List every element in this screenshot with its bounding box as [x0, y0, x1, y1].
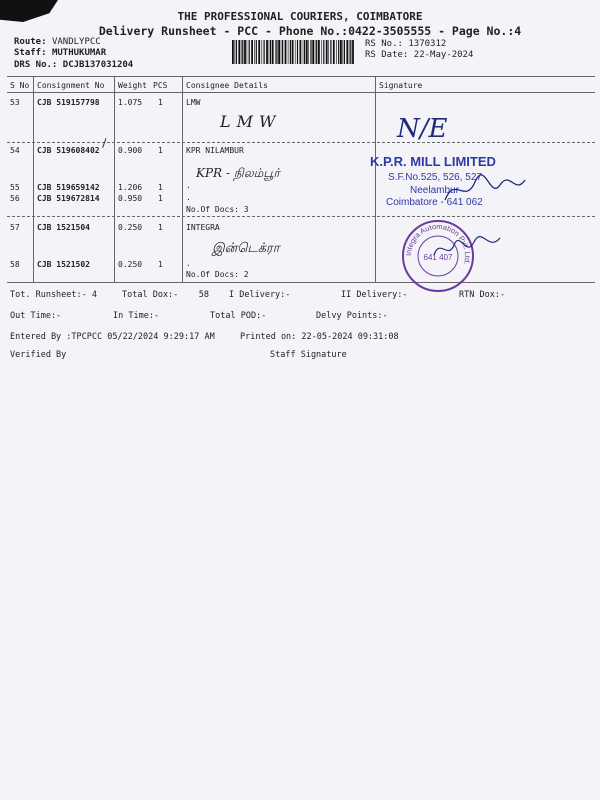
- staff-line: Staff: MUTHUKUMAR: [14, 48, 107, 58]
- total-dox: Total Dox:- 58: [122, 290, 210, 300]
- barcode-bar: [238, 40, 240, 64]
- row-consignment: CJB 1521502: [37, 260, 90, 269]
- row-weight: 1.075: [118, 98, 143, 107]
- barcode-bar: [275, 40, 276, 64]
- row-pcs: 1: [158, 260, 163, 269]
- printed-on: Printed on: 22-05-2024 09:31:08: [240, 332, 399, 342]
- docs-count: No.Of Docs: 3: [186, 205, 249, 214]
- barcode-bar: [251, 40, 253, 64]
- barcode-bar: [310, 40, 311, 64]
- barcode-bar: [254, 40, 255, 64]
- barcode-bar: [330, 40, 331, 64]
- barcode-bar: [316, 40, 317, 64]
- barcode-bar: [247, 40, 248, 64]
- row-consignment: CJB 519157798: [37, 98, 100, 107]
- in-time: In Time:-: [113, 311, 160, 321]
- col-header-weight: Weight: [118, 81, 147, 90]
- col-header-sno: S No: [10, 81, 30, 90]
- barcode-bar: [242, 40, 243, 64]
- barcode-bar: [308, 40, 309, 64]
- col-header-pcs: PCS: [153, 81, 168, 90]
- barcode-bar: [281, 40, 282, 64]
- table-bottom-rule: [7, 282, 595, 283]
- barcode-bar: [270, 40, 271, 64]
- barcode-bar: [338, 40, 339, 64]
- barcode-bar: [262, 40, 263, 64]
- barcode-bar: [303, 40, 304, 64]
- barcode-bar: [346, 40, 348, 64]
- row-sno: 56: [10, 194, 20, 203]
- runsheet-subtitle: Delivery Runsheet - PCC - Phone No.:0422-3505555 - Page No.:4: [98, 24, 522, 38]
- rtn-dox: RTN Dox:-: [459, 290, 506, 300]
- kpr-stamp-line: K.P.R. MILL LIMITED: [370, 154, 496, 169]
- row-consignee: KPR NILAMBUR: [186, 146, 244, 155]
- barcode-bar: [290, 40, 291, 64]
- col-header-signature: Signature: [379, 81, 423, 90]
- barcode-bar: [336, 40, 337, 64]
- barcode-bar: [266, 40, 268, 64]
- barcode-bar: [285, 40, 287, 64]
- barcode-bar: [326, 40, 328, 64]
- docs-count: No.Of Docs: 2: [186, 270, 249, 279]
- handwritten-lmw: LMW: [220, 112, 282, 131]
- barcode-bar: [272, 40, 274, 64]
- row-consignment: CJB 1521504: [37, 223, 90, 232]
- row-pcs: 1: [158, 98, 163, 107]
- barcode-bar: [264, 40, 265, 64]
- barcode-bar: [349, 40, 350, 64]
- barcode-bar: [288, 40, 289, 64]
- total-pod: Total POD:-: [210, 311, 267, 321]
- kpr-stamp-line: Coimbatore - 641 062: [386, 197, 483, 208]
- handwritten-ne-signature: N/E: [397, 114, 448, 144]
- tot-runsheet: Tot. Runsheet:- 4: [10, 290, 97, 300]
- barcode-bar: [328, 40, 329, 64]
- barcode-bar: [350, 40, 351, 64]
- kpr-signature-scribble: [440, 170, 530, 210]
- barcode-bar: [232, 40, 234, 64]
- barcode-bar: [300, 40, 302, 64]
- barcode-bar: [304, 40, 305, 64]
- row-separator: [7, 216, 595, 217]
- row-separator: [7, 142, 595, 143]
- row-pcs: 1: [158, 194, 163, 203]
- drs-line: DRS No.: DCJB137031204: [14, 60, 134, 70]
- barcode-bar: [312, 40, 314, 64]
- row-weight: 1.206: [118, 183, 143, 192]
- barcode-bar: [340, 40, 342, 64]
- entered-by: Entered By :TPCPCC 05/22/2024 9:29:17 AM: [10, 332, 215, 342]
- barcode-bar: [269, 40, 270, 64]
- row-weight: 0.950: [118, 194, 143, 203]
- barcode-bar: [333, 40, 335, 64]
- svg-text:641 407: 641 407: [423, 253, 453, 262]
- i-delivery: I Delivery:-: [229, 290, 291, 300]
- barcode-bar: [343, 40, 344, 64]
- row-consignee: .: [186, 259, 191, 268]
- row-consignment: CJB 519608402: [37, 146, 100, 155]
- barcode-bar: [344, 40, 345, 64]
- barcode-bar: [352, 40, 354, 64]
- table-top-rule: [7, 76, 595, 77]
- row-consignee: .: [186, 181, 191, 190]
- check-mark: [97, 136, 107, 148]
- row-sno: 55: [10, 183, 20, 192]
- row-pcs: 1: [158, 146, 163, 155]
- col-divider: [375, 76, 376, 282]
- barcode-bar: [315, 40, 316, 64]
- verified-by: Verified By: [10, 350, 67, 360]
- barcode-bar: [292, 40, 294, 64]
- barcode-bar: [295, 40, 296, 64]
- barcode-bar: [297, 40, 298, 64]
- barcode-bar: [323, 40, 324, 64]
- barcode-bar: [256, 40, 257, 64]
- barcode-bar: [276, 40, 277, 64]
- handwritten-kpr: KPR - நிலம்பூர்: [196, 166, 280, 180]
- kpr-stamp-line: Neelambur: [410, 185, 459, 196]
- col-header-consignment: Consignment No: [37, 81, 105, 90]
- out-time: Out Time:-: [10, 311, 62, 321]
- delvy-points: Delvy Points:-: [316, 311, 388, 321]
- row-sno: 57: [10, 223, 20, 232]
- barcode-bar: [278, 40, 280, 64]
- row-sno: 58: [10, 260, 20, 269]
- row-consignee: LMW: [186, 98, 201, 107]
- row-sno: 53: [10, 98, 20, 107]
- svg-text:Integra Automation Pvt. Ltd.: Integra Automation Pvt. Ltd.: [403, 221, 473, 266]
- row-sno: 54: [10, 146, 20, 155]
- barcode-bar: [235, 40, 236, 64]
- col-divider: [114, 76, 115, 282]
- integra-signature-scribble: [430, 230, 505, 265]
- handwritten-integra: இன்டெக்ரா: [212, 241, 280, 256]
- ii-delivery: II Delivery:-: [341, 290, 408, 300]
- row-pcs: 1: [158, 223, 163, 232]
- row-consignment: CJB 519659142: [37, 183, 100, 192]
- col-divider: [33, 76, 34, 282]
- barcode-bar: [321, 40, 322, 64]
- row-pcs: 1: [158, 183, 163, 192]
- table-header-rule: [7, 92, 595, 93]
- col-header-consignee: Consignee Details: [186, 81, 268, 90]
- row-consignee: INTEGRA: [186, 223, 220, 232]
- row-weight: 0.250: [118, 223, 143, 232]
- route-line: Route: VANDLYPCC: [14, 37, 101, 47]
- barcode-bar: [318, 40, 320, 64]
- barcode-bar: [249, 40, 250, 64]
- staff-signature: Staff Signature: [270, 350, 347, 360]
- kpr-stamp-line: S.F.No.525, 526, 527: [388, 172, 482, 183]
- barcode: [232, 40, 356, 64]
- company-title: THE PROFESSIONAL COURIERS, COIMBATORE: [177, 10, 423, 23]
- row-consignment: CJB 519672814: [37, 194, 100, 203]
- row-consignee: .: [186, 193, 191, 202]
- barcode-bar: [306, 40, 308, 64]
- col-divider: [182, 76, 183, 282]
- rs-number: RS No.: 1370312: [365, 39, 447, 49]
- barcode-bar: [241, 40, 242, 64]
- row-weight: 0.900: [118, 146, 143, 155]
- barcode-bar: [244, 40, 246, 64]
- row-weight: 0.250: [118, 260, 143, 269]
- rs-date: RS Date: 22-May-2024: [365, 50, 474, 60]
- barcode-bar: [236, 40, 237, 64]
- barcode-bar: [258, 40, 260, 64]
- barcode-bar: [282, 40, 283, 64]
